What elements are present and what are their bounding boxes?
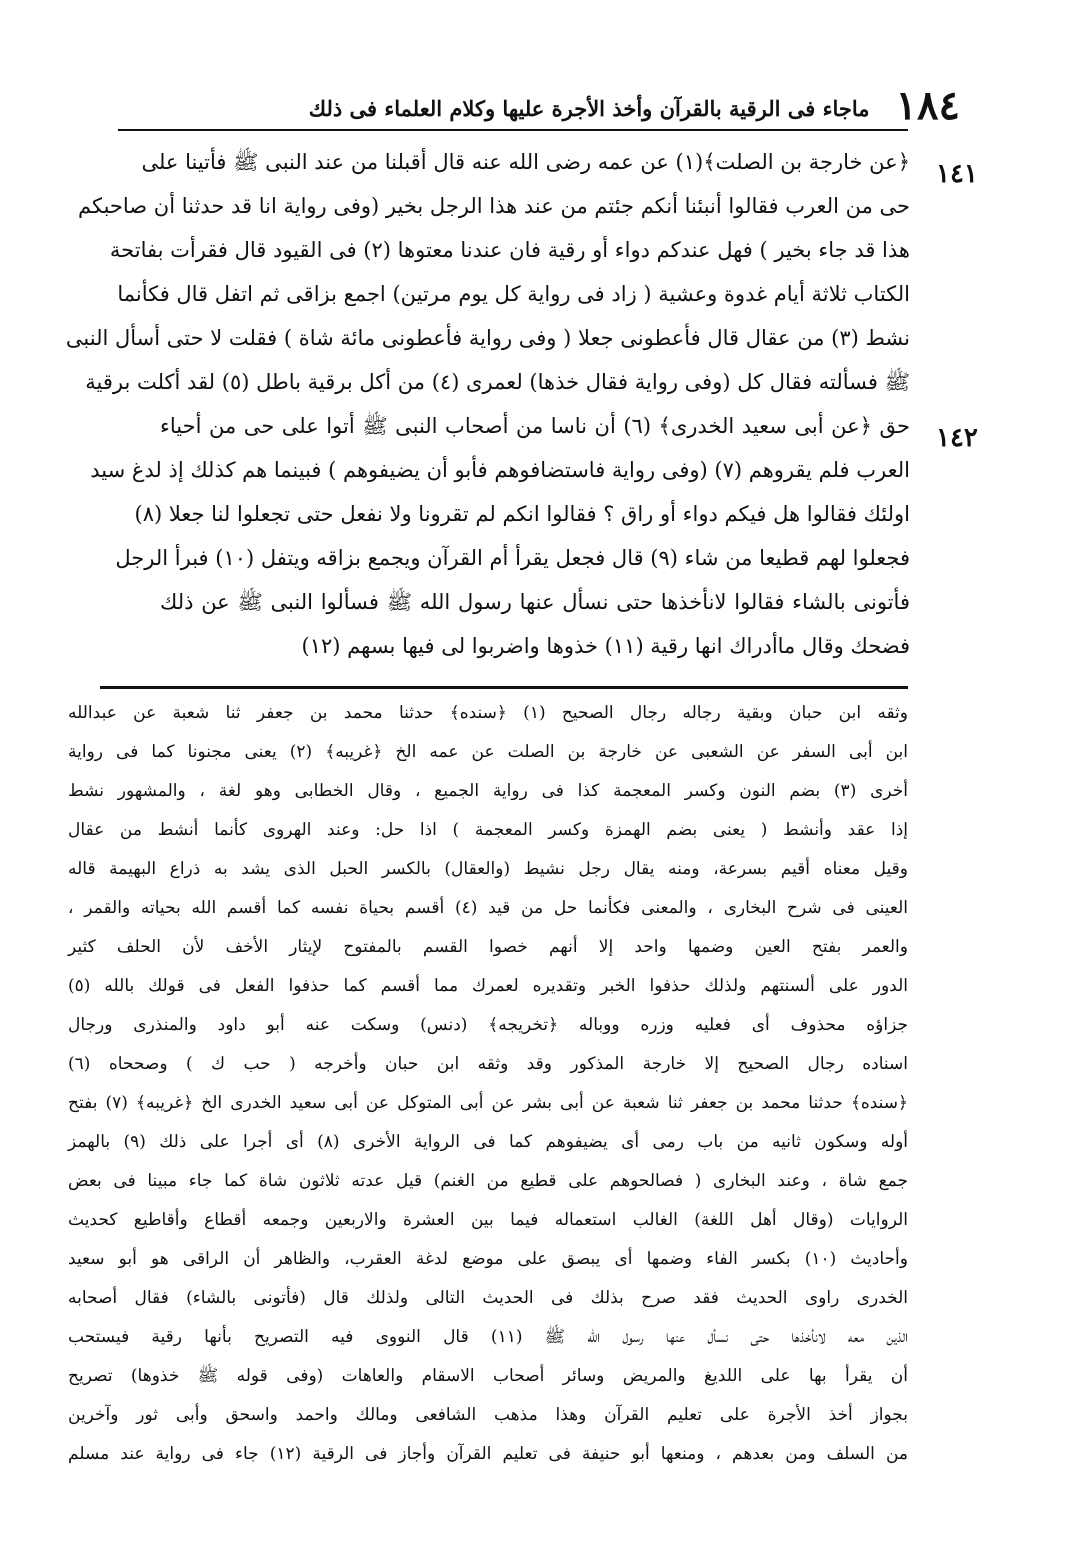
footnote-line: من السلف ومن بعدهم ، ومنعها أبو حنيفة فى تعليم القرآن وأجاز فى الرقية (١٢) جاء فى رواية عند مسلم xyxy=(68,1444,908,1464)
main-text xyxy=(65,140,910,668)
hadith-number: ١٤٢ xyxy=(936,423,978,453)
header-rule xyxy=(118,129,908,131)
main-text-line: فأتونى بالشاء فقالوا لانأخذها حتى نسأل عنها رسول الله ﷺ فسألوا النبى ﷺ عن ذلك xyxy=(160,590,910,614)
footnotes xyxy=(68,694,908,1474)
footnote-line: وثقه ابن حبان وبقية رجاله رجال الصحيح (١) ﴿سنده﴾ حدثنا محمد بن جعفر ثنا شعبة عن عبدالله xyxy=(68,703,909,723)
footnote-line: الروايات (وقال أهل اللغة) الغالب استعماله فيما بين العشرة والاربعين وجمعه أقطاع وأقاطيع كحديث xyxy=(68,1210,908,1230)
footnote-line: اسناده رجال الصحيح إلا خارجة المذكور وقد وثقه ابن حبان وأخرجه ( حب ك ) وصححاه (٦) xyxy=(68,1054,908,1074)
page-number: ١٨٤ xyxy=(895,82,960,129)
main-text-line: ﴿عن خارجة بن الصلت﴾(١) عن عمه رضى الله عنه قال أقبلنا من عند النبى ﷺ فأتينا على xyxy=(141,150,910,174)
main-text-line: حق ﴿عن أبى سعيد الخدرى﴾ (٦) أن ناسا من أصحاب النبى ﷺ أتوا على حى من أحياء xyxy=(160,414,910,438)
main-text-line: هذا قد جاء بخير ) فهل عندكم دواء أو رقية فان عندنا معتوها (٢) فى القيود قال فقرأت بفاتحة xyxy=(109,238,910,262)
footnotes-rule xyxy=(100,686,908,689)
footnote-line: أوله وسكون ثانيه من باب رمى أى يضيفوهم كما فى الرواية الأخرى (٨) أى أجرا على ذلك (٩) بالهمز xyxy=(68,1132,909,1152)
hadith-number: ١٤١ xyxy=(936,159,978,189)
main-text-line: الكتاب ثلاثة أيام غدوة وعشية ( زاد فى رواية كل يوم مرتين) اجمع بزاقى ثم اتفل قال فكأنما xyxy=(117,282,910,306)
footnote-line: جزاؤه محذوف أى فعليه وزره ووباله ﴿تخريجه﴾ (دنس) وسكت عنه أبو داود والمنذرى ورجال xyxy=(68,1015,908,1035)
footnote-line: الخدرى راوى الحديث فقد صرح بذلك فى الحديث التالى ولذلك قال (فأتونى بالشاء) فقال أصحابه xyxy=(68,1288,908,1308)
footnote-line: ﴿سنده﴾ حدثنا محمد بن جعفر ثنا شعبة عن أبى بشر عن أبى المتوكل عن أبى سعيد الخدرى الخ ﴿غريبه﴾ (٧) بفتح xyxy=(68,1093,908,1113)
footnote-line: وأحاديث (١٠) بكسر الفاء وضمها أى يبصق على موضع لدغة العقرب، والظاهر أن الراقى هو أبو سعيد xyxy=(68,1249,908,1269)
footnote-line: ابن أبى السفر عن الشعبى عن خارجة بن الصلت عن عمه الخ ﴿غريبه﴾ (٢) يعنى مجنونا كما فى رواية xyxy=(68,742,909,762)
footnote-line: العينى فى شرح البخارى ، والمعنى فكأنما حل من قيد (٤) أقسم بحياة نفسه كما أقسم الله بحياته والقمر ، xyxy=(68,898,908,918)
footnote-line: جمع شاة ، وعند البخارى ( فصالحوهم على قطيع من الغنم) قيل عدته ثلاثون شاة كما جاء مبينا فى بعض xyxy=(68,1171,908,1191)
footnote-line: وقيل معناه أقيم بسرعة، ومنه يقال رجل نشيط (والعقال) بالكسر الحبل الذى يشد به ذراع البهيمة قاله xyxy=(68,859,908,879)
main-text-line: فضحك وقال ماأدراك انها رقية (١١) خذوها واضربوا لى فيها بسهم (١٢) xyxy=(301,634,910,658)
main-text-line: حى من العرب فقالوا أنبئنا أنكم جئتم من عند هذا الرجل بخير (وفى رواية انا قد حدثنا أن صاحبكم xyxy=(78,194,910,218)
footnote-line: والعمر بفتح العين وضمها واحد إلا أنهم خصوا القسم بالمفتوح لإيثار الأخف لأن الحلف كثير xyxy=(68,937,908,957)
footnote-line: إذا عقد وأنشط ( يعنى بضم الهمزة وكسر المعجمة ) اذا حل: وعند الهروى كأنما أنشط من عقال xyxy=(68,820,908,840)
footnote-line: الذين معه لانأخذها حتى نسأل عنها رسول الله ﷺ (١١) قال النووى فيه التصريح بأنها رقية فيستحب xyxy=(68,1327,908,1347)
footnote-line: بجواز أخذ الأجرة على تعليم القرآن وهذا مذهب الشافعى ومالك واحمد واسحق وأبى ثور وآخرين xyxy=(68,1405,908,1425)
main-text-line: ﷺ فسألته فقال كل (وفى رواية فقال خذها) لعمرى (٤) من أكل برقية باطل (٥) لقد أكلت برقية xyxy=(85,370,910,394)
page-header xyxy=(190,78,960,128)
main-text-line: اولئك فقالوا هل فيكم دواء أو راق ؟ فقالوا انكم لم تقرونا ولا نفعل حتى تجعلوا لنا جعلا (٨) xyxy=(134,502,910,526)
footnote-line: الدور على ألسنتهم ولذلك حذفوا الخبر وتقديره لعمرك مما أقسم كما حذفوا الفعل فى قولك بالله (٥) xyxy=(68,976,908,996)
main-text-line: فجعلوا لهم قطيعا من شاء (٩) قال فجعل يقرأ أم القرآن ويجمع بزاقه ويتفل (١٠) فبرأ الرجل xyxy=(115,546,910,570)
footnote-line: أخرى (٣) بضم النون وكسر المعجمة كذا فى رواية الجميع ، وقال الخطابى وهو لغة ، والمشهور نشط xyxy=(68,781,908,801)
running-title: ماجاء فى الرقية بالقرآن وأخذ الأجرة عليها وكلام العلماء فى ذلك xyxy=(308,96,870,121)
footnote-line: أن يقرأ بها على اللديغ والمريض وسائر أصحاب الاسقام والعاهات (وفى قوله ﷺ خذوها) تصريح xyxy=(68,1366,908,1386)
main-text-line: العرب فلم يقروهم (٧) (وفى رواية فاستضافوهم فأبو أن يضيفوهم ) فبينما هم كذلك إذ لدغ سيد xyxy=(90,458,910,482)
main-text-line: نشط (٣) من عقال قال فأعطونى جعلا ( وفى رواية فأعطونى مائة شاة ) فقلت لا حتى أسأل النبى xyxy=(65,326,910,350)
